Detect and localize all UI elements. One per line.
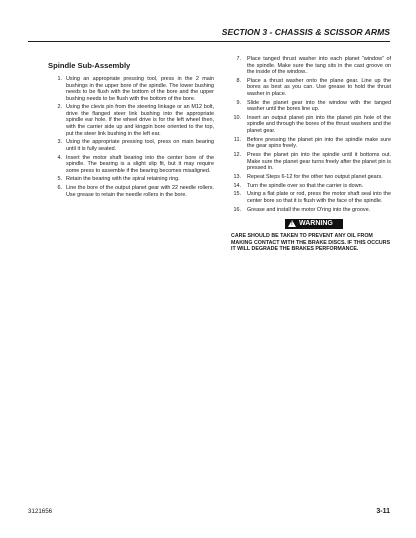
exclamation-icon: ! — [291, 220, 293, 227]
step-text: Insert an output planet pin into the planet pin hole of the spindle and through the bores of the thrust washers and the planet gear. — [247, 114, 391, 135]
step-text: Place tanged thrust washer into each planet “window” of the spindle. Make sure the tang sits in the cast groove on the inside of the window.. — [247, 56, 391, 76]
step-text: Using an appropriate pressing tool, press in the 2 main bushings in the upper bore of the spindle. The lower bushing needs to be flush with the bottom of the bore and the upper bushing needs to be flush with the bottom of the bore. — [66, 76, 214, 102]
step-text: Using a flat plate or rod, press the motor shaft seal into the center bore so that it is flush with the face of the spindle. — [247, 191, 391, 204]
step-number: 13. — [233, 173, 241, 180]
right-column — [231, 56, 391, 253]
warning-text: CARE SHOULD BE TAKEN TO PREVENT ANY OIL FROM MAKING CONTACT WITH THE BRAKE DISCS. IF THIS OCCURS IT WILL DEGRADE THE BRAKES PERFORMANCE. — [231, 233, 391, 253]
step-text: Slide the planet gear into the window with the tanged washer until the bores line up. — [247, 99, 391, 113]
step-number: 10. — [233, 114, 241, 121]
step-number: 16. — [233, 206, 241, 213]
page-footer — [28, 508, 390, 518]
left-steps-list — [48, 76, 214, 198]
step-item — [231, 174, 391, 181]
step-text: Repeat Steps 6-12 for the other two output planet gears. — [247, 173, 383, 180]
step-item — [231, 78, 391, 98]
step-number: 3. — [57, 139, 62, 146]
step-text: Insert the motor shaft bearing into the center bore of the spindle. The bearing is a slight slip fit, but it may require some press to assemble if the bearing becomes misaligned. — [66, 154, 214, 174]
step-item — [231, 137, 391, 150]
warning-badge — [285, 219, 343, 229]
step-number: 5. — [57, 176, 62, 183]
step-number: 12. — [233, 152, 241, 159]
step-number: 11. — [233, 136, 241, 143]
warning-label: WARNING — [299, 220, 333, 228]
left-column — [48, 52, 214, 200]
step-number: 1. — [57, 76, 62, 82]
step-item — [48, 139, 214, 152]
step-item — [231, 191, 391, 204]
page-header — [28, 27, 390, 40]
step-item — [231, 115, 391, 135]
step-text: Place a thrust washer onto the plane gear. Line up the bores as best as you can. Use grease to hold the thrust washer in place. — [247, 77, 391, 97]
step-text: Turn the spindle over so that the carrier is down. — [247, 182, 364, 189]
step-text: Using the appropriate pressing tool, press on main bearing until it is fully seated. — [66, 139, 214, 152]
step-number: 4. — [57, 154, 62, 161]
section-title: SECTION 3 - CHASSIS & SCISSOR ARMS — [221, 27, 390, 37]
step-item — [48, 104, 214, 137]
step-number: 9. — [236, 99, 241, 106]
step-text: Retain the bearing with the spiral retaining ring. — [66, 176, 180, 183]
step-text: Grease and install the motor O'ring into the groove. — [247, 206, 371, 213]
right-steps-list — [231, 56, 391, 213]
step-item — [231, 152, 391, 172]
step-item — [231, 56, 391, 76]
step-number: 14. — [233, 182, 241, 189]
section-heading: Spindle Sub-Assembly — [48, 61, 131, 70]
step-item — [231, 100, 391, 113]
step-number: 2. — [57, 104, 62, 111]
step-text: Before pressing the planet pin into the spindle make sure the gear spins freely. — [247, 136, 391, 150]
step-item — [48, 155, 214, 175]
header-rule — [28, 41, 390, 42]
step-text: Line the bore of the output planet gear with 22 needle rollers. Use grease to retain the needle rollers in the bore. — [66, 185, 214, 198]
step-number: 6. — [57, 185, 62, 192]
step-number: 7. — [236, 56, 241, 62]
step-item — [48, 185, 214, 198]
step-item — [48, 176, 214, 183]
warning-box — [231, 219, 391, 231]
doc-number: 3121656 — [28, 508, 53, 515]
step-number: 15. — [233, 191, 241, 198]
step-item — [231, 183, 391, 190]
step-item — [231, 207, 391, 214]
step-item — [48, 76, 214, 102]
page-number: 3-11 — [376, 508, 390, 515]
step-text: Using the clevis pin from the steering linkage or an M12 bolt, drive the flanged steer link bushing into the appropriate spindle ear hole. If the wheel drive is for the left wheel then, with the carrier side up and kingpin bore oriented to the top, put the steer link bushing in the left ear. — [66, 104, 214, 137]
step-text: Press the planet pin into the spindle until it bottoms out. Make sure the planet gear turns freely after the planet pin is pressed in. — [247, 152, 391, 172]
step-number: 8. — [236, 77, 241, 84]
